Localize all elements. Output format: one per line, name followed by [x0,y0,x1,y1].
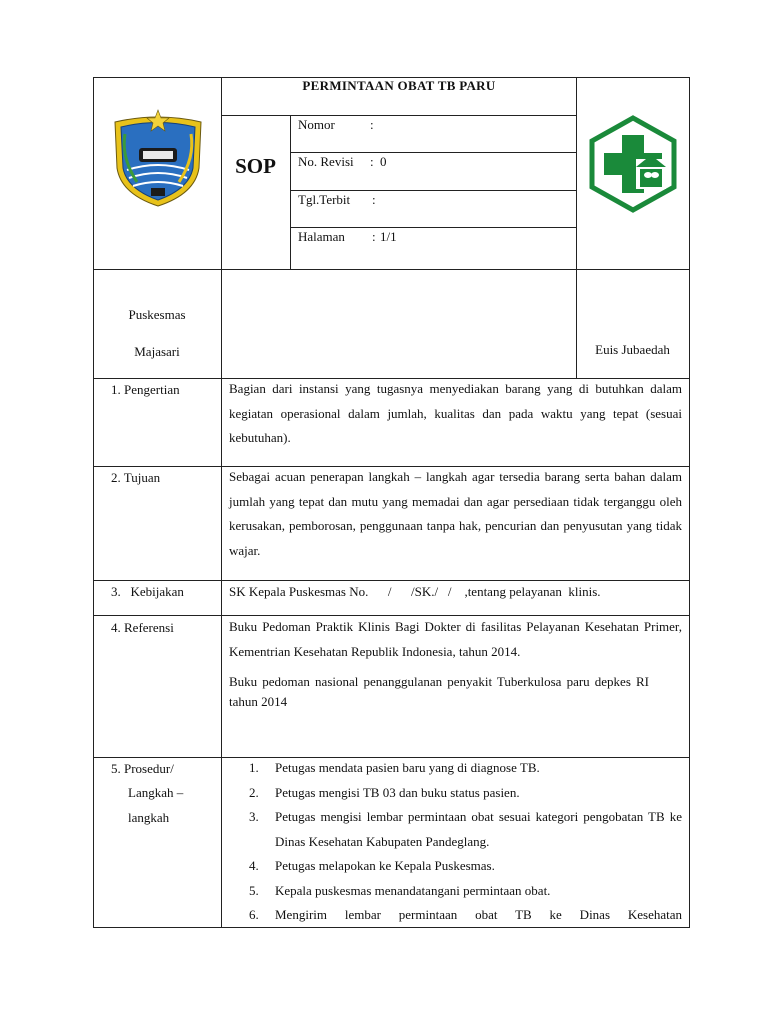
org-name-line2: Majasari [134,344,180,359]
section-label-prosedur-1: 5. Prosedur/ [111,761,174,776]
section-label-prosedur-3: langkah [128,810,170,825]
section-content-kebijakan: SK Kepala Puskesmas No. / /SK./ / ,tentang pelayanan klinis. [229,584,601,599]
section-content-tujuan [229,465,682,563]
procedure-steps [249,756,682,926]
step-text: Petugas mengisi TB 03 dan buku status pasien. [275,784,520,800]
document-title: PERMINTAAN OBAT TB PARU [302,78,496,93]
field-nomor-sep: : [370,117,374,132]
list-item [249,903,682,926]
list-item [249,854,682,879]
step-number: 2. [249,784,259,800]
section-label-referensi: 4. Referensi [111,620,174,635]
paragraph: Sebagai acuan penerapan langkah – langkah agar tersedia barang serta bahan dalam jumlah yang tepat dan mutu yang memadai dan agar persediaan tidak terganggu oleh kerusakan, pemborosan, penggunaan tanpa hak, pencurian dan penyusutan yang tidak wajar. [229,469,682,558]
section-label-pengertian: 1. Pengertian [111,382,180,397]
step-text: Petugas melapokan ke Kepala Puskesmas. [275,858,495,873]
step-text: Petugas mendata pasien baru yang di diagnose TB. [275,760,540,775]
field-halaman-value: 1/1 [380,229,397,244]
kabupaten-emblem-icon [111,108,205,208]
puskesmas-logo-icon [588,115,678,213]
field-nomor-label: Nomor [298,117,335,132]
section-label-tujuan: 2. Tujuan [111,470,161,485]
paragraph: Bagian dari instansi yang tugasnya menyediakan barang yang di butuhkan dalam kegiatan operasional dalam jumlah, kualitas dan pada waktu yang tepat (sesuai kebutuhan). [229,381,682,445]
step-number: 5. [249,882,259,898]
section-content-referensi [229,615,682,712]
step-number: 3. [249,809,259,824]
signer-name: Euis Jubaedah [595,342,670,357]
field-halaman-label: Halaman [298,229,345,244]
step-number: 1. [249,760,259,775]
field-revisi-sep: : [370,154,374,169]
section-label-prosedur-2: Langkah – [128,785,184,800]
field-halaman-sep: : [372,229,376,244]
list-item [249,805,682,854]
step-text: Petugas mengisi lembar permintaan obat sesuai kategori pengobatan TB ke Dinas Kesehatan Kabupaten Pandeglang. [275,809,682,849]
section-content-prosedur [249,756,682,926]
list-item [249,756,682,781]
paragraph: Buku Pedoman Praktik Klinis Bagi Dokter di fasilitas Pelayanan Kesehatan Primer, Kementrian Kesehatan Republik Indonesia, tahun 2014. [229,619,682,659]
step-text: Mengirim lembar permintaan obat TB ke Dinas Kesehatan [275,907,682,922]
field-terbit-label: Tgl.Terbit [298,192,351,207]
step-number: 4. [249,858,259,873]
org-name-line1: Puskesmas [128,307,186,322]
list-item [249,879,682,904]
section-label-kebijakan: 3. Kebijakan [111,584,184,599]
step-text: Kepala puskesmas menandatangani permintaan obat. [275,882,551,898]
field-revisi-label: No. Revisi [298,154,354,169]
list-item [249,781,682,806]
step-number: 6. [249,907,259,922]
section-content-pengertian [229,377,682,451]
field-terbit-sep: : [372,192,376,207]
sop-label: SOP [235,154,276,178]
field-revisi-value: 0 [380,154,387,169]
paragraph: Buku pedoman nasional penanggulanan penyakit Tuberkulosa paru depkes RI tahun 2014 [229,674,649,709]
